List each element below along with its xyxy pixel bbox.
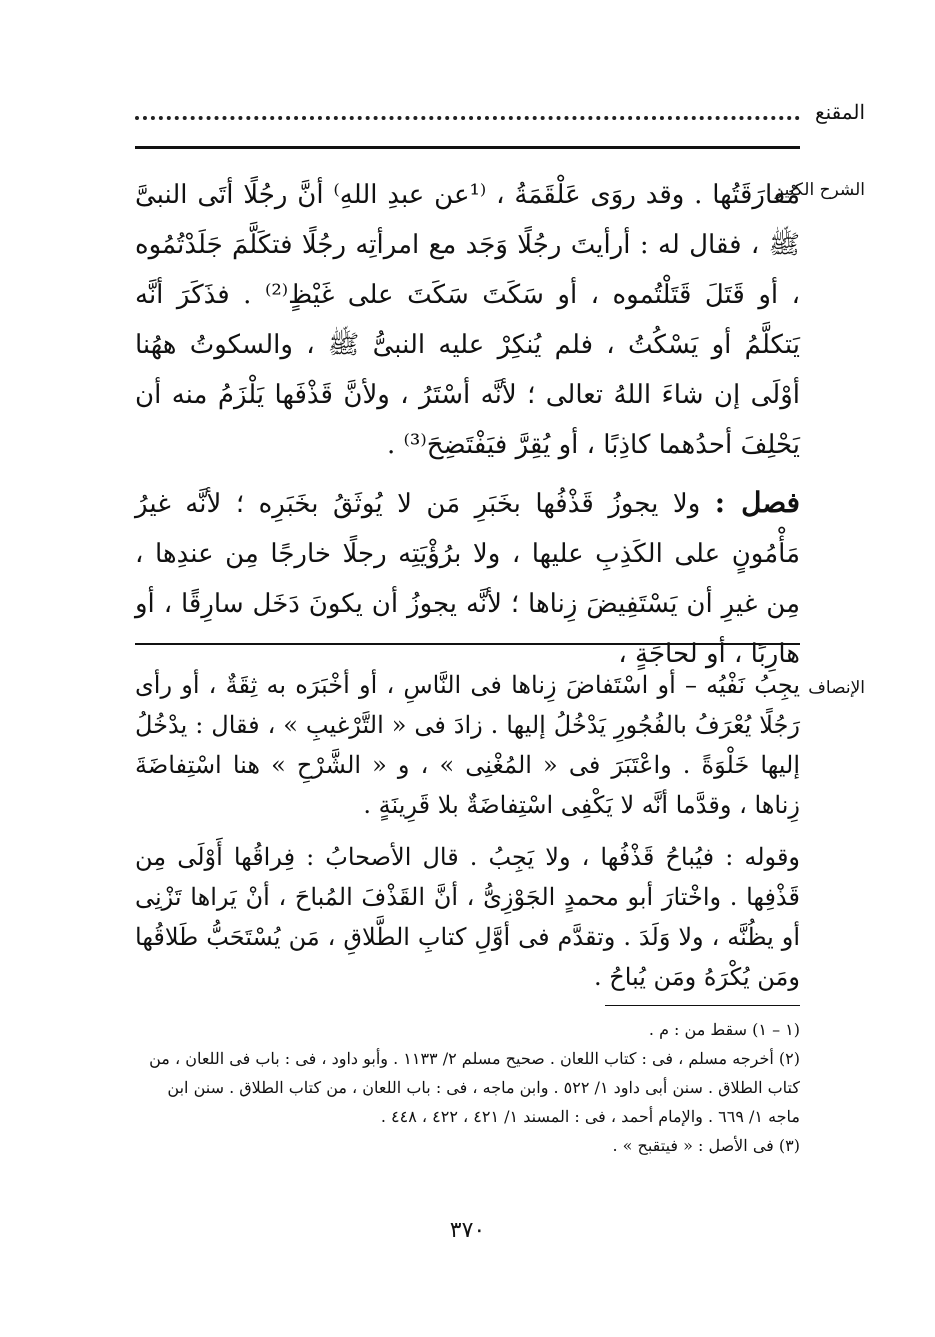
insaf-paragraph-1: يجِبُ نَفْيُه – أو اسْتَفاضَ زِناها فى النَّاسِ ، أو أخْبَرَه به ثِقَةٌ ، أو رأى رَجُلًا يُعْرَفُ بالفُجُورِ يَدْخُلُ إليها . زادَ فى « التَّرْغيبِ » ، فقال : يدْخُلُ إليها خَلْوَةً . واعْتَبَرَ فى « المُغْنِى » ، و « الشَّرْحِ » هنا اسْتِفاضَةَ زِناها ، وقدَّما أنَّه لا يَكْفِى اسْتِفاضَةٌ بلا قَرِينَةٍ . <box>135 671 800 819</box>
running-header-title: المقنع <box>814 100 865 124</box>
sharh-paragraph-1: مُفارَقَتُها . وقد روَى عَلْقَمَةُ ، ⁽¹عن عبدِ اللهِ⁾ أنَّ رجُلًا أتَى النبىَّ ﷺ ، فقال له : أرأيتَ رجُلًا وَجَد مع امرأتِه رجُلًا فتكَلَّمَ جَلَدْتُمُوه ، أو قَتَلَ قَتَلْتُموه ، أو سَكَتَ سَكَتَ على غَيْظٍ⁽²⁾ . فذَكَرَ أنَّه يَتكلَّمُ أو يَسْكُتُ ، فلم يُنكِرْ عليه النبىُّ ﷺ ، والسكوتُ ههُنا أوْلَى إن شاءَ اللهُ تعالى ؛ لأنَّه أسْتَرُ ، ولأنَّ قَذْفَها يَلْزَمُ منه أن يَحْلِفَ أحدُهما كاذِبًا ، أو يُقِرَّ فيَفْتَضِحَ⁽³⁾ . <box>135 180 800 460</box>
footnotes <box>135 1015 800 1160</box>
page-number: ٣٧٠ <box>449 1218 486 1243</box>
footnote-3: (٣) فى الأصل : « فيتقبح » . <box>612 1136 800 1155</box>
header-rule <box>135 146 800 149</box>
sharh-paragraph-2-text: ولا يجوزُ قَذْفُها بخَبَرِ مَن لا يُوثَقُ بخَبَرِه ؛ لأنَّه غيرُ مَأْمُونٍ على الكَذِبِ عليها ، ولا برُؤْيَتِه رجلًا خارجًا مِن عندِها ، مِن غيرِ أن يَسْتَفِيضَ زِناها ؛ لأنَّه يجوزُ أن يكونَ دَخَل سارِقًا ، أو هارِبًا ، أو لحاجَةٍ ، <box>135 489 800 669</box>
footnote-1: (١ – ١) سقط من : م . <box>648 1020 800 1039</box>
insaf-section <box>135 665 800 997</box>
sharh-paragraph-2 <box>135 478 800 679</box>
header-dotted-leader <box>135 116 800 120</box>
insaf-paragraph-2: وقوله : فيُباحُ قَذْفُها ، ولا يَجِبُ . قال الأصحابُ : فِراقُها أَوْلَى مِن قَذْفِها . واخْتارَ أبو محمدٍ الجَوْزِىُّ ، أنَّ القَذْفَ المُباحَ ، أنْ يَراها تَزْنِى أو يظُنَّه ، ولا وَلَدَ . وتقدَّم فى أوَّلِ كتابِ الطَّلاقِ ، مَن يُسْتَحَبُّ طَلاقُها ومَن يُكْرَهُ ومَن يُباحُ . <box>135 843 800 991</box>
fasl-heading: فصل : <box>714 486 800 519</box>
footnote-rule <box>605 1005 800 1006</box>
section-divider <box>135 643 800 645</box>
side-label-sharh: الشرح الكبير <box>775 180 865 200</box>
side-label-insaf: الإنصاف <box>808 678 865 698</box>
sharh-section <box>135 170 800 679</box>
footnote-2: (٢) أخرجه مسلم ، فى : كتاب اللعان . صحيح مسلم ٢/ ١١٣٣ . وأبو داود ، فى : باب فى اللعان ، من كتاب الطلاق . سنن أبى داود ١/ ٥٢٢ . وابن ماجه ، فى : باب اللعان ، من كتاب الطلاق . سنن ابن ماجه ١/ ٦٦٩ . والإمام أحمد ، فى : المسند ١/ ٤٢١ ، ٤٢٢ ، ٤٤٨ . <box>149 1049 800 1126</box>
